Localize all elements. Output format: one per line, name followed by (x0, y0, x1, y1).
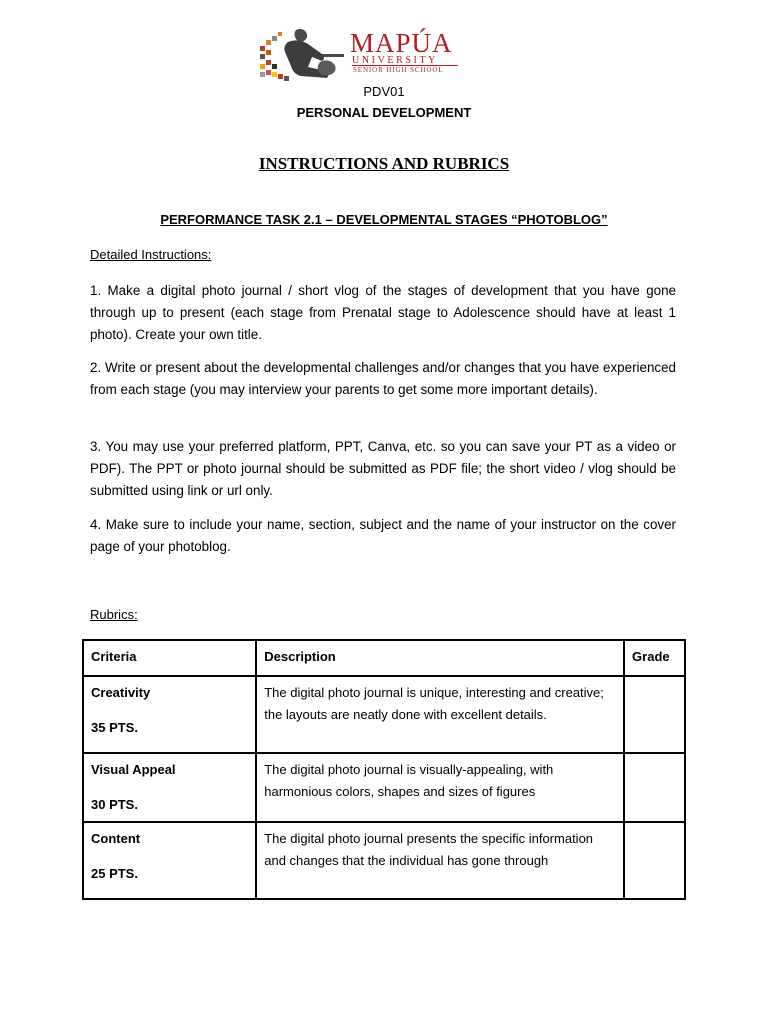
criteria-name: Content (91, 831, 141, 846)
instruction-item: 1. Make a digital photo journal / short vlog of the stages of development that you have gone through up to present (each stage from Prenatal stage to Adolescence should have at least 1 photo). Create your own title. (90, 283, 676, 342)
criteria-name: Creativity (91, 685, 151, 700)
grade-cell (624, 676, 685, 753)
instruction-item: 4. Make sure to include your name, section, subject and the name of your instructor on the cover page of your photoblog. (90, 517, 676, 554)
description-cell: The digital photo journal is visually-appealing, with harmonious colors, shapes and sizes of figures (256, 753, 624, 822)
rubric-table (82, 639, 686, 900)
criteria-cell (83, 676, 256, 753)
criteria-cell (83, 753, 256, 822)
criteria-points: 35 PTS. (91, 719, 138, 735)
column-header-criteria: Criteria (83, 640, 256, 676)
logo-subtitle-university: UNIVERSITY (352, 55, 438, 66)
instruction-item: 3. You may use your preferred platform, PPT, Canva, etc. so you can save your PT as a video or PDF). The PPT or photo journal should be submitted as PDF file; the short video / vlog should be submitted using link or url only. (90, 439, 676, 498)
table-row (83, 676, 685, 753)
column-header-grade: Grade (624, 640, 685, 676)
rubrics-heading: Rubrics: (90, 607, 138, 622)
column-header-description: Description (256, 640, 624, 676)
logo-wordmark: MAPÚA (350, 28, 453, 58)
table-row (83, 822, 685, 899)
document-title: INSTRUCTIONS AND RUBRICS (258, 154, 510, 173)
description-cell: The digital photo journal is unique, interesting and creative; the layouts are neatly done with excellent details. (256, 676, 624, 753)
course-code: PDV01 (363, 84, 405, 99)
criteria-points: 25 PTS. (91, 865, 138, 881)
description-cell: The digital photo journal presents the specific information and changes that the individual has gone through (256, 822, 624, 899)
logo-subtitle-shs: SENIOR HIGH SCHOOL (353, 66, 444, 74)
university-logo (258, 24, 468, 82)
course-title: PERSONAL DEVELOPMENT (296, 105, 472, 120)
task-title: PERFORMANCE TASK 2.1 – DEVELOPMENTAL STAGES “PHOTOBLOG” (160, 212, 608, 227)
criteria-points: 30 PTS. (91, 796, 138, 812)
instruction-item: 2. Write or present about the developmental challenges and/or changes that you have experienced from each stage (you may interview your parents to get some more important details). (90, 360, 676, 397)
criteria-cell (83, 822, 256, 899)
table-header-row (83, 640, 685, 676)
criteria-name: Visual Appeal (91, 762, 176, 777)
mosaic-figure-icon (258, 24, 350, 82)
table-row (83, 753, 685, 822)
grade-cell (624, 822, 685, 899)
grade-cell (624, 753, 685, 822)
instructions-heading: Detailed Instructions: (90, 247, 212, 262)
